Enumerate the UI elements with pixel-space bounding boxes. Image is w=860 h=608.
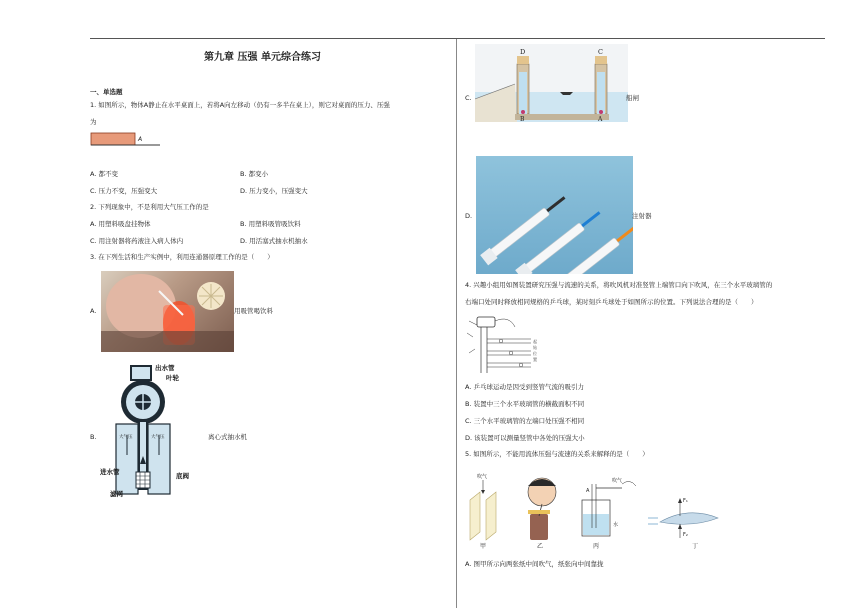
q2-option-a[interactable]: A. 用塑料吸盘挂物体	[90, 220, 151, 228]
page-title: 第九章 压强 单元综合练习	[204, 52, 321, 63]
q4-fig-text-3: 位	[533, 351, 537, 356]
q3-option-d-label[interactable]: D.	[465, 212, 473, 220]
centrifugal-pump-figure	[100, 360, 210, 500]
section-heading: 一、单选题	[90, 88, 123, 96]
q3-option-a-label[interactable]: A.	[90, 307, 97, 315]
q3-option-a-caption: 用吸管喝饮料	[234, 307, 273, 315]
q1-fig-label: A	[138, 136, 143, 143]
q5-blow-2: 吹气	[612, 478, 623, 484]
pump-label-strainer: 滤网	[110, 490, 123, 498]
ship-lock-figure	[475, 44, 628, 122]
top-rule	[90, 38, 825, 39]
q2-text: 2. 下列现象中，不是利用大气压工作的是	[90, 203, 209, 211]
q1-option-d[interactable]: D. 压力变小，压强变大	[240, 187, 308, 195]
q2-option-c[interactable]: C. 用注射器将药液注入病人体内	[90, 237, 184, 245]
q4-fig-text-4: 置	[533, 357, 537, 362]
pump-label-outlet: 出水管	[155, 364, 175, 372]
q5-fig-water: 水	[613, 522, 619, 528]
column-divider	[456, 39, 457, 608]
q5-f1: F₁	[683, 498, 688, 504]
q1-option-b[interactable]: B. 都变小	[240, 170, 269, 178]
q2-option-d[interactable]: D. 用活塞式抽水机抽水	[240, 237, 308, 245]
pump-label-inlet: 进水管	[100, 468, 120, 476]
q4-fig-text-2: 始	[533, 345, 537, 350]
lock-label-c: C	[598, 48, 603, 56]
q1-option-a[interactable]: A. 都不变	[90, 170, 118, 178]
q5-fig-a: A	[586, 488, 590, 494]
lock-label-b: B	[520, 116, 525, 122]
q4-option-c[interactable]: C. 三个水平玻璃管的左端口处压强不相同	[465, 417, 585, 425]
q3-option-b-caption: 离心式抽水机	[208, 433, 247, 441]
q5-label-yi: 乙	[537, 543, 544, 550]
q4-option-a[interactable]: A. 乒乓球运动是因受到竖管气流的吸引力	[465, 383, 584, 391]
q5-text: 5. 如图所示，不能用流体压强与流速的关系来解释的是（ ）	[465, 450, 649, 458]
q4-text-cont: 右端口处同时释放相同规格的乒乓球，某时刻乒乓球处于如图所示的位置。下列说法合理的是（ ）	[465, 298, 758, 306]
q5-label-jia: 甲	[480, 543, 487, 550]
pump-label-impeller: 叶轮	[166, 374, 179, 382]
q3-option-b-label[interactable]: B.	[90, 433, 97, 441]
q4-option-d[interactable]: D. 该装置可以测量竖管中各处的压强大小	[465, 434, 585, 442]
q4-figure	[465, 313, 540, 375]
q1-option-c[interactable]: C. 压力不变，压强变大	[90, 187, 158, 195]
q3-text: 3. 在下列生活和生产实例中，利用连通器原理工作的是（ ）	[90, 253, 274, 261]
q3-option-c-label[interactable]: C.	[465, 94, 472, 102]
drinking-straw-photo	[101, 271, 234, 352]
q2-option-b[interactable]: B. 用塑料吸管吸饮料	[240, 220, 301, 228]
q3-option-d-caption: 注射器	[632, 212, 652, 220]
q5-label-bing: 丙	[593, 543, 600, 550]
q4-text: 4. 兴趣小组用如图装置研究压强与流速的关系，将吹风机对准竖管上端管口向下吹风，在三个水平玻璃管的	[465, 281, 773, 289]
q4-fig-text-1: 起	[533, 339, 537, 344]
pump-label-pressure-right: 大气压	[151, 435, 165, 440]
q1-figure	[90, 131, 165, 149]
lock-label-d: D	[520, 48, 526, 56]
q1-text: 1. 如图所示，物体A静止在水平桌面上，若将A向左移动（仍有一多半在桌上），则它对桌面的压力、压强	[90, 101, 390, 109]
q5-blow-1: 吹气	[477, 474, 488, 480]
q1-text-cont: 为	[90, 118, 97, 126]
pump-label-pressure-left: 大气压	[119, 435, 133, 440]
q5-label-ding: 丁	[692, 543, 699, 550]
pump-label-foot-valve: 底阀	[176, 472, 189, 480]
q4-option-b[interactable]: B. 装置中三个水平玻璃管的横截面积不同	[465, 400, 585, 408]
q3-option-c-caption: 船闸	[626, 94, 639, 102]
q5-f2: F₂	[683, 532, 688, 538]
lock-label-a: A	[598, 116, 603, 122]
q5-figure	[462, 470, 724, 550]
q5-option-a[interactable]: A. 图甲所示向两张纸中间吹气，纸张向中间靠拢	[465, 560, 604, 568]
syringe-photo	[476, 156, 633, 274]
